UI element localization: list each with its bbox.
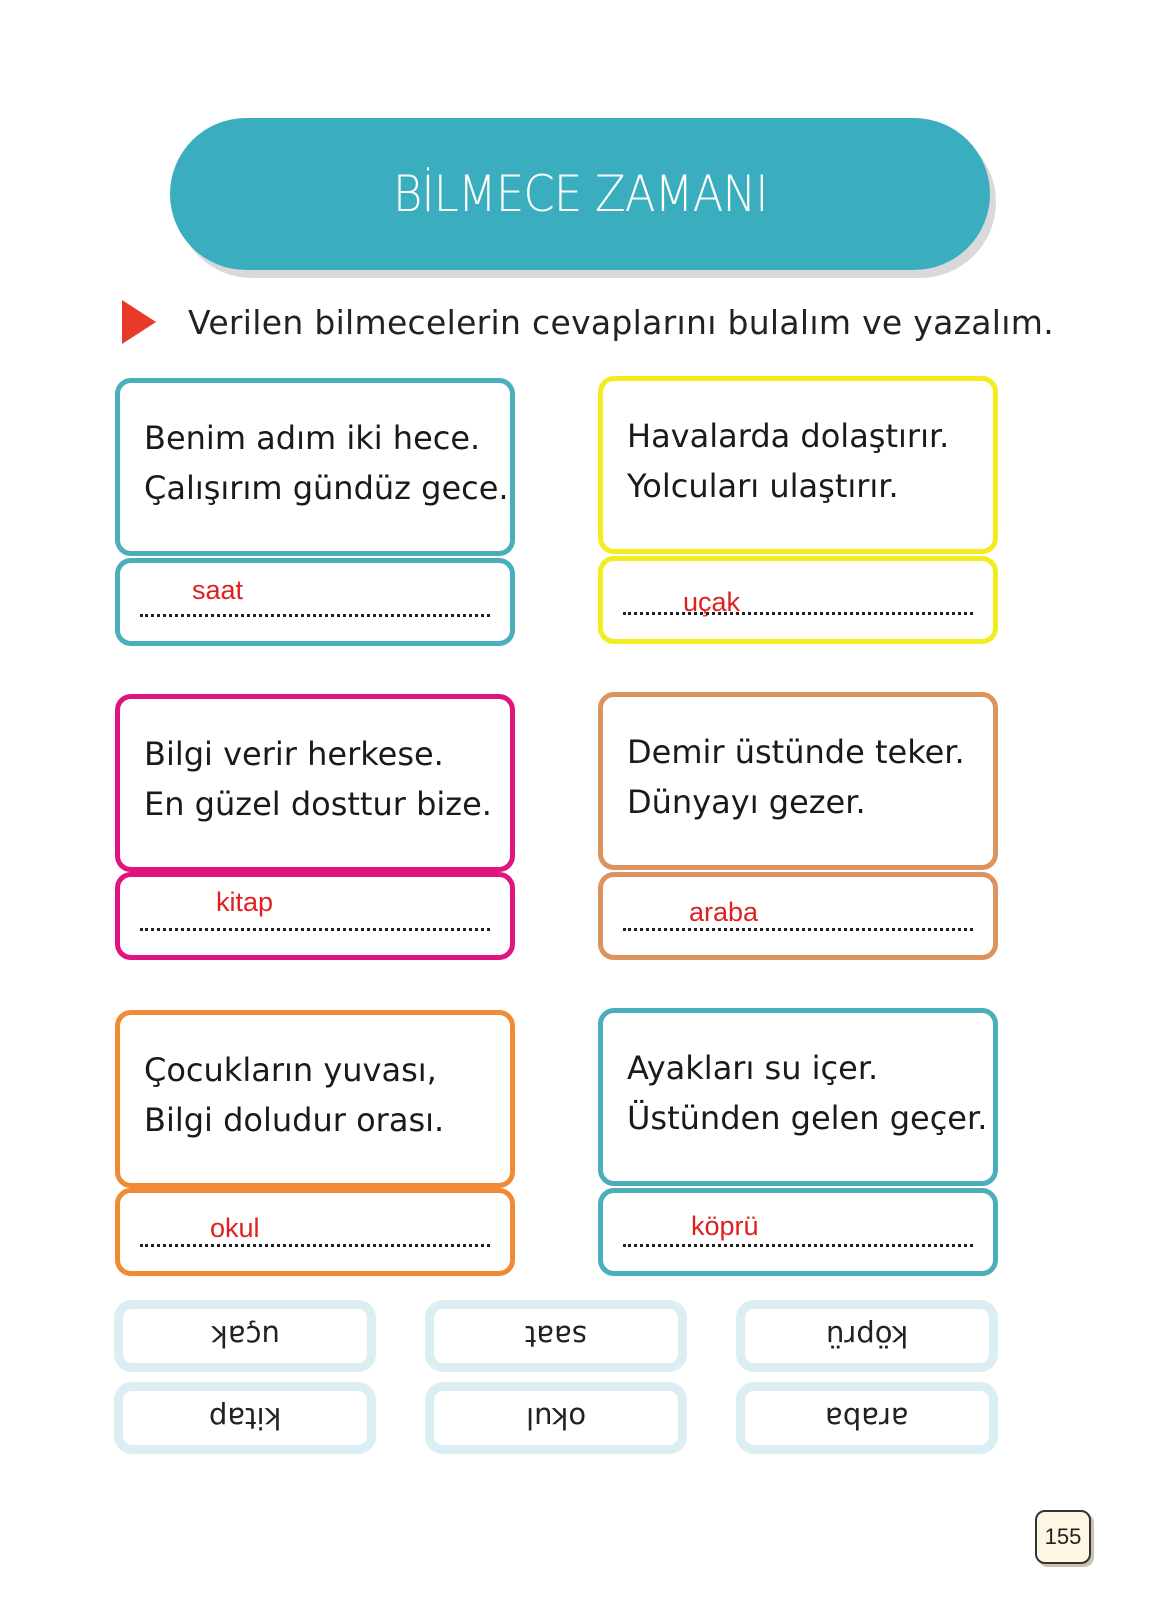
riddle-line: Bilgi verir herkese.	[144, 735, 444, 773]
riddle-line: Demir üstünde teker.	[627, 733, 965, 771]
riddle-line: Yolcuları ulaştırır.	[627, 467, 899, 505]
word-bank-word: araba	[825, 1401, 909, 1435]
answer-text: köprü	[691, 1211, 759, 1241]
answer-field-3[interactable]	[115, 872, 515, 960]
riddle-card-3	[115, 694, 515, 872]
dotted-line	[623, 1244, 973, 1247]
riddle-card-2	[598, 376, 998, 554]
word-bank-word: uçak	[210, 1319, 280, 1353]
word-bank-word: okul	[525, 1401, 587, 1435]
riddle-line: Üstünden gelen geçer.	[627, 1099, 988, 1137]
page-title: BİLMECE ZAMANI	[392, 165, 768, 223]
word-bank-card[interactable]	[736, 1382, 998, 1454]
answer-field-6[interactable]	[598, 1188, 998, 1276]
title-banner	[170, 118, 990, 270]
answer-text: kitap	[216, 887, 274, 917]
riddle-line: Bilgi doludur orası.	[144, 1101, 445, 1139]
dotted-line	[140, 614, 490, 617]
riddle-card-1	[115, 378, 515, 556]
riddle-card-6	[598, 1008, 998, 1186]
answer-text: saat	[192, 575, 244, 605]
answer-field-1[interactable]	[115, 558, 515, 646]
riddle-line: En güzel dosttur bize.	[144, 785, 492, 823]
word-bank-word: köprü	[825, 1319, 909, 1353]
riddle-line: Çalışırım gündüz gece.	[144, 469, 509, 507]
dotted-line	[140, 1244, 490, 1247]
word-bank-card[interactable]	[425, 1300, 687, 1372]
answer-text: uçak	[683, 587, 741, 617]
word-bank-card[interactable]	[114, 1300, 376, 1372]
page-number: 155	[1035, 1510, 1091, 1564]
instruction-text: Verilen bilmecelerin cevaplarını bulalım ve yazalım.	[188, 302, 1054, 342]
riddle-line: Çocukların yuvası,	[144, 1051, 437, 1089]
dotted-line	[623, 928, 973, 931]
answer-field-2[interactable]	[598, 556, 998, 644]
answer-text: okul	[210, 1213, 260, 1243]
riddle-line: Dünyayı gezer.	[627, 783, 866, 821]
instruction	[122, 300, 1054, 344]
riddle-line: Ayakları su içer.	[627, 1049, 879, 1087]
answer-field-4[interactable]	[598, 872, 998, 960]
word-bank-card[interactable]	[736, 1300, 998, 1372]
word-bank-word: kitap	[208, 1401, 282, 1435]
dotted-line	[623, 612, 973, 615]
play-arrow-icon	[122, 300, 156, 344]
answer-text: araba	[689, 897, 759, 927]
dotted-line	[140, 928, 490, 931]
word-bank-card[interactable]	[114, 1382, 376, 1454]
word-bank-card[interactable]	[425, 1382, 687, 1454]
riddle-line: Havalarda dolaştırır.	[627, 417, 950, 455]
riddle-card-5	[115, 1010, 515, 1188]
riddle-card-4	[598, 692, 998, 870]
riddle-line: Benim adım iki hece.	[144, 419, 481, 457]
answer-field-5[interactable]	[115, 1188, 515, 1276]
word-bank-word: saat	[524, 1319, 588, 1353]
